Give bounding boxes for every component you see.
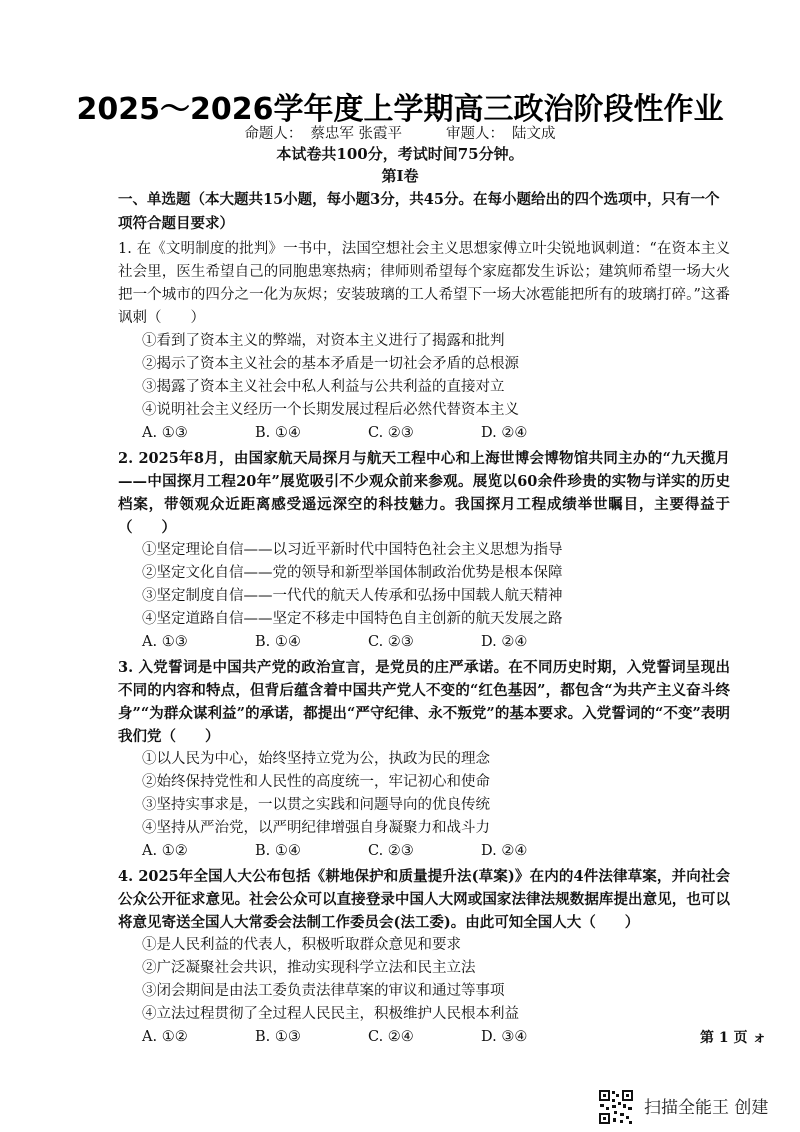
page-number-label: 第 1 页 <box>700 1030 753 1046</box>
question-stem: 2. 2025年8月，由国家航天局探月与航天工程中心和上海世博会博物馆共同主办的“九天揽月——中国探月工程20年”展览吸引不少观众前来参观。展览以60余件珍贵的实物与详实的历史档案，带领观众近距离感受遥远深空的科技魅力。我国探月工程成绩举世瞩目，主要得益于（ ） <box>118 450 730 536</box>
page-title: 2025～2026学年度上学期高三政治阶段性作业 <box>76 92 724 127</box>
answer-choice-b: B. ①④ <box>255 634 301 650</box>
question-stem: 4. 2025年全国人大公布包括《耕地保护和质量提升法(草案)》在内的4件法律草案，并向社会公众公开征求意见。社会公众可以直接登录中国人大网或国家法律法规数据库提出意见，也可以将意见寄送全国人大常委会法制工作委员会(法工委)。由此可知全国人大（ ） <box>118 868 730 931</box>
question-stem: 1. 在《文明制度的批判》一书中，法国空想社会主义思想家傅立叶尖锐地讽刺道：“在资本主义社会里，医生希望自己的同胞患寒热病；律师则希望每个家庭都发生诉讼；建筑师希望一场大火把一个城市的四分之一化为灰烬；安装玻璃的工人希望下一场大冰雹能把所有的玻璃打碎。”这番讽刺（ ） <box>118 241 730 326</box>
question-option: ③坚定制度自信——一代代的航天人传承和弘扬中国载人航天精神 <box>142 588 563 604</box>
answer-choice-b: B. ①④ <box>255 425 301 441</box>
question-option: ③闭会期间是由法工委负责法律草案的审议和通过等事项 <box>142 983 505 999</box>
answer-choice-c: C. ②④ <box>368 1029 414 1045</box>
author-line <box>0 122 800 143</box>
answer-choice-d: D. ②④ <box>481 425 528 441</box>
question-option: ①以人民为中心，始终坚持立党为公，执政为民的理念 <box>142 751 490 767</box>
question-option: ④立法过程贯彻了全过程人民民主，积极维护人民根本利益 <box>142 1006 519 1022</box>
question-option: ②坚定文化自信——党的领导和新型举国体制政治优势是根本保障 <box>142 565 563 581</box>
question-1 <box>118 238 730 445</box>
question-option: ①坚定理论自信——以习近平新时代中国特色社会主义思想为指导 <box>142 542 563 558</box>
question-3 <box>118 656 730 863</box>
answer-choices <box>142 422 730 445</box>
answer-choice-a: A. ①③ <box>142 634 188 650</box>
answer-choices <box>142 840 730 863</box>
score-time-line: 本试卷共100分，考试时间75分钟。 <box>276 145 524 163</box>
question-option: ④说明社会主义经历一个长期发展过程后必然代替资本主义 <box>142 402 519 418</box>
answer-choice-a: A. ①② <box>142 1029 188 1045</box>
volume-heading: 第Ⅰ卷 <box>381 167 419 185</box>
page-number-suffix: ォ <box>752 1030 767 1046</box>
page-number <box>700 1027 766 1047</box>
reviewer-label: 审题人： <box>446 126 505 142</box>
question-option: ②广泛凝聚社会共识，推动实现科学立法和民主立法 <box>142 960 476 976</box>
question-option: ②始终保持党性和人民性的高度统一，牢记初心和使命 <box>142 774 490 790</box>
question-option: ①看到了资本主义的弊端，对资本主义进行了揭露和批判 <box>142 333 505 349</box>
scanner-watermark: 扫描全能王 创建 <box>644 1098 769 1118</box>
answer-choice-c: C. ②③ <box>368 425 414 441</box>
question-option: ④坚持从严治党，以严明纪律增强自身凝聚力和战斗力 <box>142 820 490 836</box>
section-heading: 一、单选题（本大题共15小题，每小题3分，共45分。在每小题给出的四个选项中，只有一个项符合题目要求） <box>118 191 720 232</box>
answer-choice-d: D. ③④ <box>481 1029 528 1045</box>
answer-choice-c: C. ②③ <box>368 843 414 859</box>
question-option: ②揭示了资本主义社会的基本矛盾是一切社会矛盾的总根源 <box>142 356 519 372</box>
question-4 <box>118 865 730 1049</box>
question-option: ④坚定道路自信——坚定不移走中国特色自主创新的航天发展之路 <box>142 611 563 627</box>
question-option: ③坚持实事求是，一以贯之实践和问题导向的优良传统 <box>142 797 490 813</box>
qr-code-icon <box>598 1089 634 1125</box>
answer-choice-b: B. ①④ <box>255 843 301 859</box>
answer-choice-a: A. ①③ <box>142 425 188 441</box>
authors-label: 命题人： <box>244 126 303 142</box>
answer-choice-d: D. ②④ <box>481 843 528 859</box>
answer-choices <box>142 631 730 654</box>
authors-names: 蔡忠军 张霞平 <box>310 126 403 142</box>
question-stem: 3. 入党誓词是中国共产党的政治宣言，是党员的庄严承诺。在不同历史时期，入党誓词呈现出不同的内容和特点，但背后蕴含着中国共产党人不变的“红色基因”，都包含“为共产主义奋斗终身”“为群众谋利益”的承诺，都提出“严守纪律、永不叛党”的基本要求。入党誓词的“不变”表明我们党（ ） <box>118 659 730 745</box>
question-option: ①是人民利益的代表人，积极听取群众意见和要求 <box>142 937 461 953</box>
answer-choice-a: A. ①② <box>142 843 188 859</box>
question-content <box>118 188 730 1051</box>
answer-choice-d: D. ②④ <box>481 634 528 650</box>
answer-choice-b: B. ①③ <box>255 1029 301 1045</box>
reviewer-name: 陆文成 <box>512 126 556 142</box>
question-2 <box>118 447 730 654</box>
question-option: ③揭露了资本主义社会中私人利益与公共利益的直接对立 <box>142 379 505 395</box>
answer-choices <box>142 1026 730 1049</box>
answer-choice-c: C. ②③ <box>368 634 414 650</box>
